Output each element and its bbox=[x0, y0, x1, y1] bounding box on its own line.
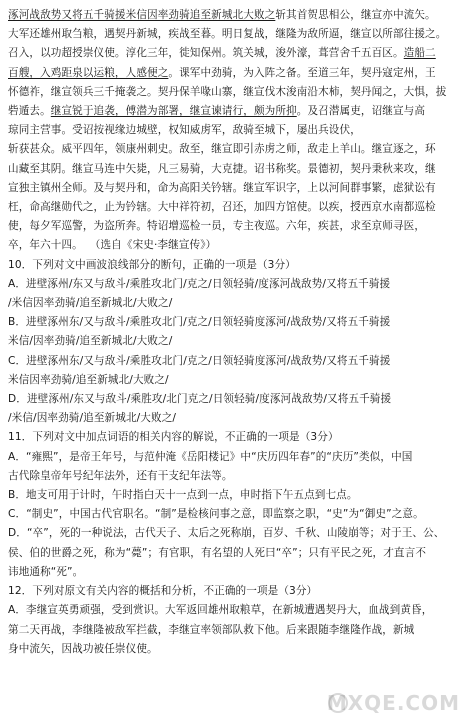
option-b: B．地支可用于计时，午时指白天十一点到一点，申时指下午五点到七点。 bbox=[8, 489, 358, 502]
passage bbox=[8, 6, 458, 256]
wavy-underlined-text: 涿河战敌势又将五千骑援米信因率劲骑追至新城北大败之 bbox=[8, 9, 276, 21]
passage-line: 斩获甚众。威平四年，领康州刺史。敌至，继宣即引赤虏之师，敌走上羊山。继宣逐之，环 bbox=[8, 143, 436, 156]
option-c-cont: 米信因率劲骑/追至新城北/大败之/ bbox=[8, 373, 169, 386]
option-a-cont: 身中流矢，因战功被任崇仪使。 bbox=[8, 642, 158, 655]
underlined-text: 继宣锐于追袭，傅潜为部署，继宣谏请行，颇为所抑 bbox=[50, 105, 297, 118]
option-d: D．“卒”，死的一种说法，古代天子、太后之死称崩，百岁、千秋、山陵崩等；对于王、公、 bbox=[8, 527, 445, 540]
passage-line: 琼同主营事。受诏按视缘边城壁，权知威虏军，敌骑至城下，屡出兵设伏， bbox=[8, 124, 361, 137]
option-a: A．“雍熙”，是帝王年号，与范仲淹《岳阳楼记》中“庆历四年春”的“庆历”类似，中国 bbox=[8, 450, 413, 463]
passage-line: 砦遁去。继宣锐于追袭，傅潜为部署，继宣谏请行，颇为所抑。及召潜属吏，诏继宣与高 bbox=[8, 105, 426, 118]
option-a: A．李继宣英勇顽强，受到赏识。大军返回雄州取粮草，在新城遭遇契丹大，血战到黄昏， bbox=[8, 604, 433, 617]
question-stem: 11．下列对文中加点词语的相关内容的解说，不正确的一项是（3分） bbox=[8, 431, 339, 444]
question-11 bbox=[8, 428, 458, 582]
option-d-cont: 侯、伯的世爵之死，称为“薨”；有官职，有名望的人死曰“卒”；只有平民之死，才直言不 bbox=[8, 546, 427, 559]
option-c: C．进壁涿州东/又与敌斗/乘胜攻北门/克之/日领轻骑度涿河/战敌势/又将五千骑援 bbox=[8, 354, 391, 367]
passage-line: 宣独主镇州全师。及与契丹和，命为高阳关钤辖。继宣军识字，上以河间群事繁，虑狱讼有 bbox=[8, 181, 436, 194]
option-b: B．进壁涿州东/又与敌斗/乘胜攻北门/克之/日领轻骑度涿河/战敌势/又将五千骑援 bbox=[8, 316, 391, 329]
watermark: MXQE.COM bbox=[326, 691, 460, 715]
option-a-cont: 古代除皇帝年号纪年法外，还有干支纪年法等。 bbox=[8, 469, 233, 482]
passage-line: 召入，以功超授崇仪使。淳化三年，徙知保州。筑关城，浚外濠，葺营舍千五百区。造船二 bbox=[8, 47, 436, 60]
option-a-cont: 第二天再战，李继隆被敌军拦截，李继宣率领部队救下他。后来跟随李继隆作战，新城 bbox=[8, 623, 415, 636]
option-a: A．进壁涿州/东又与敌斗/乘胜攻北门/克之/日领轻骑/度涿河战敌势/又将五千骑援 bbox=[8, 277, 391, 290]
question-10 bbox=[8, 256, 458, 429]
source-citation: （选自《宋史·李继宣传》） bbox=[89, 239, 217, 252]
passage-line: 枉，命高继勋代之，止为钤辖。大中祥符初，召还，加四方馆使。以疾，授西京水南都巡检 bbox=[8, 201, 436, 214]
underlined-text: 造船二 bbox=[403, 47, 436, 60]
passage-line: 百艘，入鸡距泉以运粮，人感便之。课军中劲骑，为入阵之备。至道三年，契丹寇定州，王 bbox=[8, 66, 436, 79]
passage-line: 大军还雄州取刍粮，遇契丹新城，疾战至暮。明日复战，继隆为敌所逼，继宣以所部往援之。 bbox=[8, 28, 447, 41]
passage-line: 卒，年六十四。 （选自《宋史·李继宣传》） bbox=[8, 239, 217, 252]
option-d-cont: 讳地通称“死”。 bbox=[8, 565, 84, 578]
option-b-cont: 米信/因率劲骑/追至新城北/大败之/ bbox=[8, 335, 173, 348]
option-c: C．“制史”，中国古代官职名。“制”是检核问事之意，即监察之职，“史”为“御史”之意。 bbox=[8, 508, 424, 521]
option-d-cont: /米信/因率劲骑/追至新城北/大败之/ bbox=[8, 412, 177, 425]
question-stem: 10．下列对文中画波浪线部分的断句，正确的一项是（3分） bbox=[8, 258, 296, 271]
underlined-text: 百艘，入鸡距泉以运粮，人感便之 bbox=[8, 66, 169, 79]
passage-line: 怀德祚，继宣领兵三千掩袭之。契丹保羊喙山寨，继宣伐木浚南沿木柿，契丹闻之，大惧，拔 bbox=[8, 85, 447, 98]
option-d: D．进壁涿州/东又与敌斗/乘胜攻/北门克之/日领轻骑/度涿河战敌势/又将五千骑援 bbox=[8, 393, 392, 406]
question-stem: 12．下列对原文有关内容的概括和分析，不正确的一项是（3分） bbox=[8, 585, 318, 598]
passage-line: 涿河战敌势又将五千骑援米信因率劲骑追至新城北大败之斩其首贺思相公，继宣亦中流矢。 bbox=[8, 9, 436, 21]
question-12 bbox=[8, 582, 458, 659]
passage-line: 山藏至其阴。继宣马连中矢毙，凡三易骑，大克捷。诏书称奖。景德初，契丹秉秋来攻，继 bbox=[8, 162, 436, 175]
passage-line: 使，每夕军巡警，为盗所奔。特诏增巡检一员，专主夜巡。六年，疾甚，求至京师寻医， bbox=[8, 220, 426, 233]
option-a-cont: /米信因率劲骑/追至新城北/大败之/ bbox=[8, 297, 173, 310]
